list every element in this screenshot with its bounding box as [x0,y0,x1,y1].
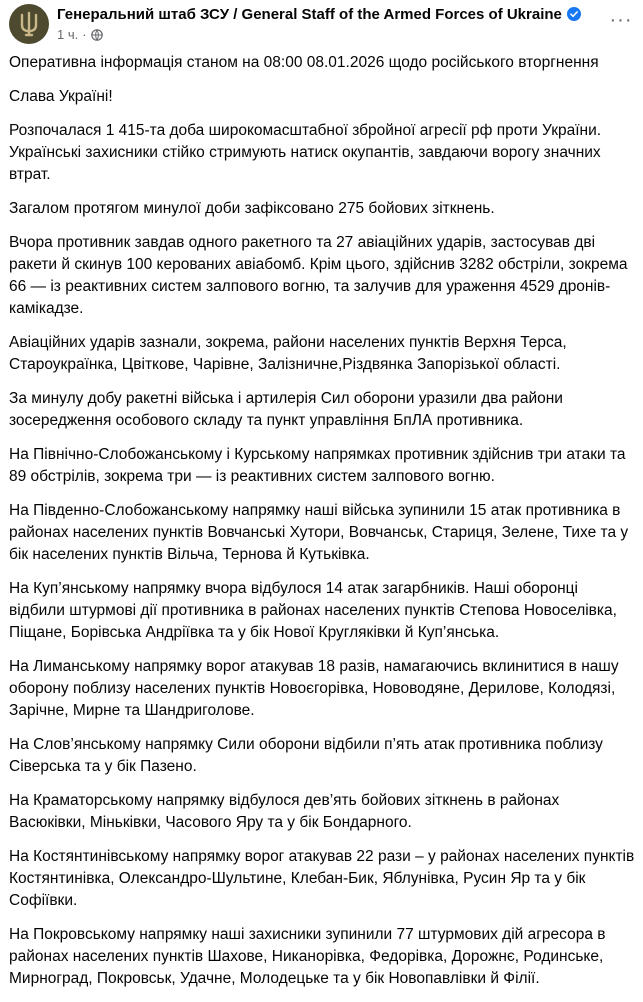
post-paragraph: На Слов’янському напрямку Сили оборони відбили п’ять атак противника поблизу Сіверська та у бік Пазено. [9,736,603,775]
post-paragraph: Загалом протягом минулої доби зафіксовано 275 бойових зіткнень. [9,200,495,217]
post-paragraph: На Краматорському напрямку відбулося дев’ять бойових зіткнень в районах Васюківки, Міньківки, Часового Яру та у бік Бондарного. [9,792,560,831]
post-paragraph: Оперативна інформація станом на 08:00 08.01.2026 щодо російського вторгнення [9,54,599,71]
post-text [9,52,637,1002]
post-paragraph: На Південно-Слобожанському напрямку наші війська зупинили 15 атак противника в районах населених пунктів Вовчанські Хутори, Вовчанськ, Стариця, Зелене, Тихе та у бік населених пунктів Вільча, Тернова й Кутьківка. [9,502,629,563]
post-paragraph: На Куп’янському напрямку вчора відбулося 14 атак загарбників. Наші оборонці відбили штурмові дії противника в районах населених пунктів Степова Новоселівка, Піщане, Борівська Андріївка та у бік Нової Кругляківки й Куп’янська. [9,580,617,641]
post-paragraph: Вчора противник завдав одного ракетного та 27 авіаційних ударів, застосував дві ракети й скинув 100 керованих авіабомб. Крім цього, здійснив 3282 обстріли, зокрема 66 — із реактивних систем залпового вогню, та залучив для ураження 4529 дронів-камікадзе. [9,234,628,317]
more-options-icon[interactable]: ··· [609,8,633,31]
post-paragraph: На Покровському напрямку наші захисники зупинили 77 штурмових дій агресора в районах населених пунктів Шахове, Никанорівка, Федорівка, Дорожнє, Родинське, Мирноград, Покровськ, Удачне, Молодецьке та у бік Новопавлівки й Філії. [9,926,606,987]
post-header [0,0,643,52]
post-paragraph: На Костянтинівському напрямку ворог атакував 22 рази – у районах населених пунктів Костянтинівка, Олександро-Шультине, Клебан-Бик, Яблунівка, Русин Яр та у бік Софіївки. [9,848,635,909]
post-paragraph: Розпочалася 1 415-та доба широкомасштабної збройної агресії рф проти України. Українські захисники стійко стримують натиск окупантів, завдаючи ворогу значних втрат. [9,122,602,183]
author-name-text[interactable]: Генеральний штаб ЗСУ / General Staff of the Armed Forces of Ukraine [57,6,562,23]
globe-icon[interactable] [91,29,103,41]
post-paragraph: За минулу добу ракетні війська і артилерія Сил оборони уразили два райони зосередження особового складу та пункт управління БпЛА противника. [9,390,563,429]
post-paragraph: На Лиманському напрямку ворог атакував 18 разів, намагаючись вклинитися в нашу оборону поблизу населених пунктів Новоєгорівка, Нововодяне, Дерилове, Колодязі, Зарічне, Мирне та Шандриголове. [9,658,619,719]
post-timestamp[interactable]: 1 ч. [57,27,79,42]
meta-separator: · [82,27,87,42]
post-meta [57,27,103,42]
trident-emblem-icon [17,11,41,37]
author-name[interactable] [57,6,581,23]
post-paragraph: Слава Україні! [9,88,113,105]
verified-badge-icon [567,7,581,21]
post-paragraph: На Північно-Слобожанському і Курському напрямках противник здійснив три атаки та 89 обстрілів, зокрема три — із реактивних систем залпового вогню. [9,446,626,485]
post-paragraph: Авіаційних ударів зазнали, зокрема, райони населених пунктів Верхня Терса, Староукраїнка, Цвіткове, Чарівне, Залізничне,Різдвянка Запорізької області. [9,334,567,373]
page-avatar[interactable] [9,4,49,44]
